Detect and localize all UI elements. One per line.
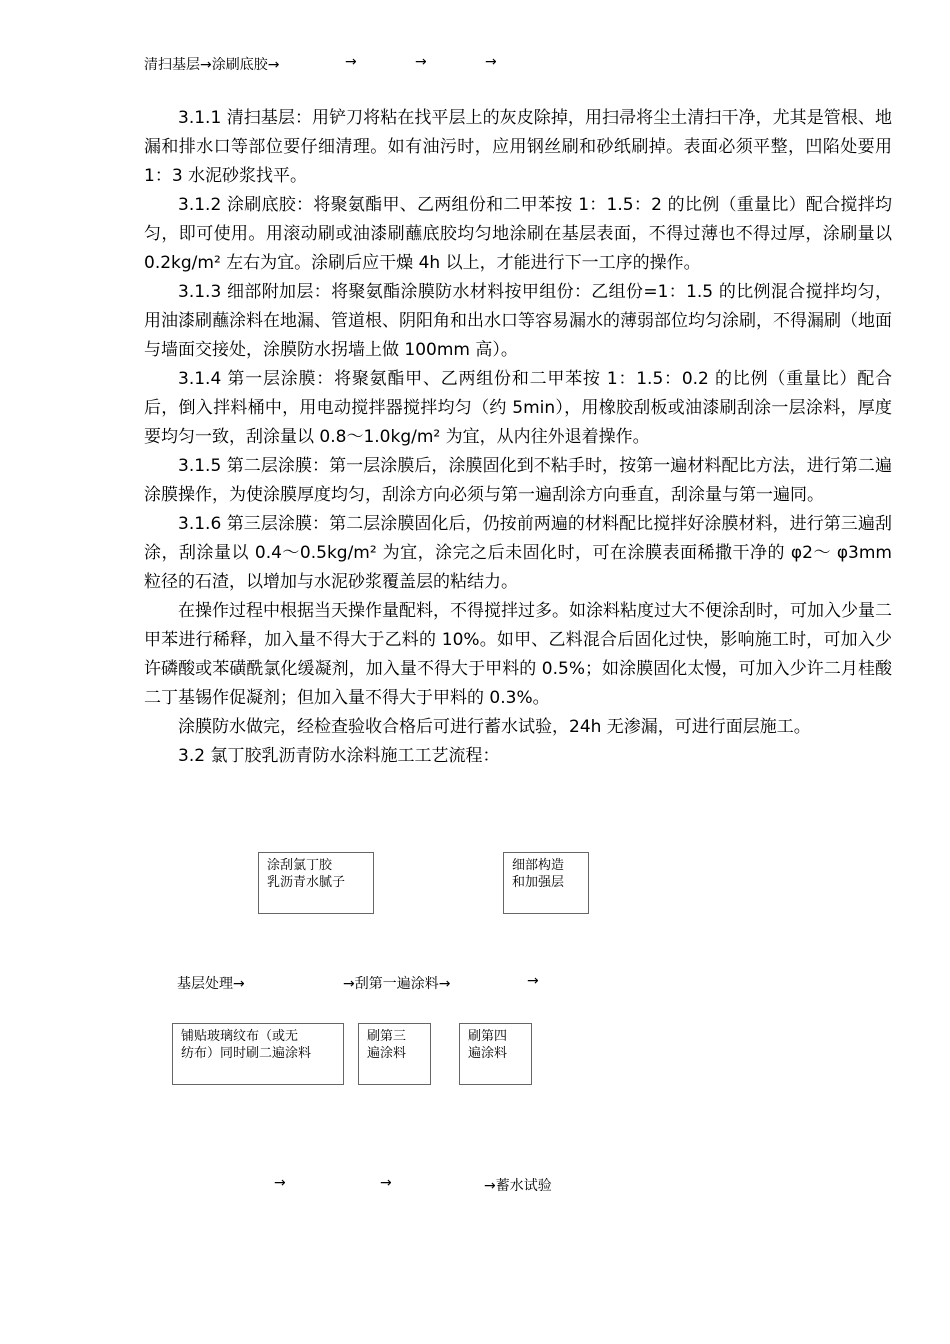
box-line: 刷第三	[367, 1029, 407, 1044]
paragraph-3-1-3: 3.1.3 细部附加层：将聚氨酯涂膜防水材料按甲组份：乙组份=1：1.5 的比例混合搅拌均匀，用油漆刷蘸涂料在地漏、管道根、阴阳角和出水口等容易漏水的薄弱部位均匀涂刷，不得漏刷（地面与墙面交接处，涂膜防水拐墙上做 100mm 高）。	[144, 282, 892, 360]
flow-box-fourth-coat	[459, 1023, 532, 1085]
flow1-arrow: →	[345, 54, 357, 70]
flow1-arrow: →	[415, 54, 427, 70]
flow2-water-test: →蓄水试验	[484, 1178, 552, 1194]
section-3-2-heading: 3.2 氯丁胶乳沥青防水涂料施工工艺流程：	[178, 746, 500, 766]
paragraph-operation-notes: 在操作过程中根据当天操作量配料，不得搅拌过多。如涂料粘度过大不便涂刮时，可加入少量二甲苯进行稀释，加入量不得大于乙料的 10%。如甲、乙料混合后固化过快，影响施工时，可加入少许磷酸或苯磺酰氯化缓凝剂，加入量不得大于甲料的 0.5%；如涂膜固化太慢，可加入少许二月桂酸二丁基锡作促凝剂；但加入量不得大于甲料的 0.3%。	[144, 601, 892, 708]
flow-box-fiberglass	[172, 1023, 344, 1085]
flow1-arrow: →	[485, 54, 497, 70]
box-line: 和加强层	[512, 875, 565, 890]
flow-box-third-coat	[358, 1023, 431, 1085]
flow1-start: 清扫基层→涂刷底胶→	[144, 57, 280, 73]
box-line: 遍涂料	[468, 1046, 508, 1061]
flow-box-detail	[503, 852, 589, 914]
box-line: 铺贴玻璃纹布（或无	[181, 1029, 299, 1044]
box-line: 涂刮氯丁胶	[267, 858, 333, 873]
paragraph-3-1-1: 3.1.1 清扫基层：用铲刀将粘在找平层上的灰皮除掉，用扫帚将尘土清扫干净，尤其是管根、地漏和排水口等部位要仔细清理。如有油污时，应用钢丝刷和砂纸刷掉。表面必须平整，凹陷处要用 1：3 水泥砂浆找平。	[144, 108, 892, 186]
flow-box-putty	[258, 852, 374, 914]
paragraph-3-1-6: 3.1.6 第三层涂膜：第二层涂膜固化后，仍按前两遍的材料配比搅拌好涂膜材料，进行第三遍刮涂，刮涂量以 0.4～0.5kg/m² 为宜，涂完之后未固化时，可在涂膜表面稀撒干净的 φ2～ φ3mm 粒径的石渣，以增加与水泥砂浆覆盖层的粘结力。	[144, 514, 892, 592]
box-line: 细部构造	[512, 858, 565, 873]
box-line: 遍涂料	[367, 1046, 407, 1061]
paragraph-water-test: 涂膜防水做完，经检查验收合格后可进行蓄水试验，24h 无渗漏，可进行面层施工。	[178, 717, 811, 737]
flow2-base-treatment: 基层处理→	[177, 976, 245, 992]
paragraph-3-1-5: 3.1.5 第二层涂膜：第一层涂膜后，涂膜固化到不粘手时，按第一遍材料配比方法，进行第二遍涂膜操作，为使涂膜厚度均匀，刮涂方向必须与第一遍刮涂方向垂直，刮涂量与第一遍同。	[144, 456, 892, 505]
paragraph-3-1-4: 3.1.4 第一层涂膜：将聚氨酯甲、乙两组份和二甲苯按 1：1.5：0.2 的比例（重量比）配合后，倒入拌料桶中，用电动搅拌器搅拌均匀（约 5min），用橡胶刮板或油漆刷刮涂一层涂料，厚度要均匀一致，刮涂量以 0.8～1.0kg/m² 为宜，从内往外退着操作。	[144, 369, 892, 447]
box-line: 乳沥青水腻子	[267, 875, 346, 890]
flow2-arrow: →	[527, 973, 539, 989]
flow2-arrow: →	[274, 1175, 286, 1191]
flow2-first-coat: →刮第一遍涂料→	[343, 976, 451, 992]
box-line: 纺布）同时刷二遍涂料	[181, 1046, 312, 1061]
document-body	[144, 104, 892, 771]
flow2-arrow: →	[380, 1175, 392, 1191]
box-line: 刷第四	[468, 1029, 508, 1044]
paragraph-3-1-2: 3.1.2 涂刷底胶：将聚氨酯甲、乙两组份和二甲苯按 1：1.5：2 的比例（重量比）配合搅拌均匀，即可使用。用滚动刷或油漆刷蘸底胶均匀地涂刷在基层表面，不得过薄也不得过厚，涂刷量以 0.2kg/m² 左右为宜。涂刷后应干燥 4h 以上，才能进行下一工序的操作。	[144, 195, 892, 273]
